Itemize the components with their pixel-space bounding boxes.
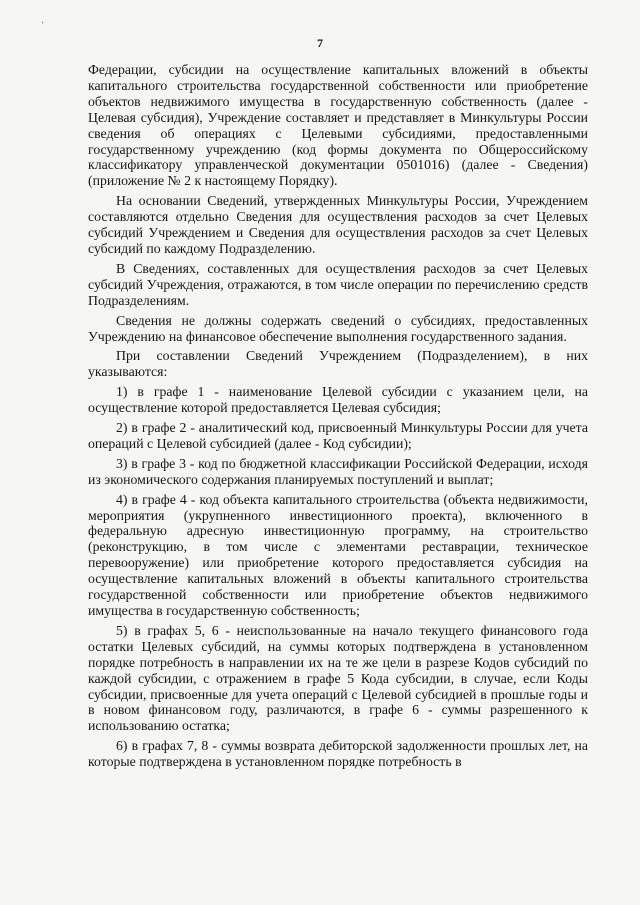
list-item: 5) в графах 5, 6 - неиспользованные на начало текущего финансового года остатки Целевых субсидий, на суммы которых подтверждена в установленном порядке потребность в направлении их на те же цели в разрезе Кодов субсидий по каждой субсидии, с отражением в графе 5 Кода субсидии, в случае, если Коды субсидии, присвоенные для учета операций с Целевой субсидией в прошлые годы и в новом финансовом году, различаются, в графе 6 - суммы разрешенного к использованию остатка; — [88, 622, 588, 734]
list-item: 4) в графе 4 - код объекта капитального строительства (объекта недвижимости, мероприятия (укрупненного инвестиционного проекта), включенного в федеральную адресную инвестиционную программу, на строительство (реконструкцию, в том числе с элементами реставрации, техническое перевооружение) или приобретение которого предоставляется субсидия на осуществление капитальных вложений в объекты капитального строительства государственной собственности или приобретение объектов недвижимого имущества в государственную собственность; — [88, 491, 588, 618]
list-item: 6) в графах 7, 8 - суммы возврата дебиторской задолженности прошлых лет, на которые подтверждена в установленном порядке потребность в — [88, 738, 588, 770]
document-body — [88, 62, 588, 774]
page-number: 7 — [317, 36, 323, 50]
paragraph: В Сведениях, составленных для осуществления расходов за счет Целевых субсидий Учреждения, отражаются, в том числе операции по перечислению средств Подразделениям. — [88, 260, 588, 308]
paragraph: На основании Сведений, утвержденных Минкультуры России, Учреждением составляются отдельно Сведения для осуществления расходов за счет Целевых субсидий Учреждением и Сведения для осуществления расходов за счет Целевых субсидий по каждому Подразделению. — [88, 193, 588, 256]
paragraph: При составлении Сведений Учреждением (Подразделением), в них указываются: — [88, 348, 588, 380]
paragraph: Сведения не должны содержать сведений о субсидиях, предоставленных Учреждению на финансовое обеспечение выполнения государственного задания. — [88, 312, 588, 344]
paragraph: Федерации, субсидии на осуществление капитальных вложений в объекты капитального строительства государственной собственности или приобретение объектов недвижимого имущества в государственную собственность (далее - Целевая субсидия), Учреждение составляет и представляет в Минкультуры России сведения об операциях с Целевыми субсидиями, предоставленными государственному учреждению (код формы документа по Общероссийскому классификатору управленческой документации 0501016) (далее - Сведения) (приложение № 2 к настоящему Порядку). — [88, 62, 588, 189]
list-item: 3) в графе 3 - код по бюджетной классификации Российской Федерации, исходя из экономического содержания планируемых поступлений и выплат; — [88, 455, 588, 487]
list-item: 1) в графе 1 - наименование Целевой субсидии с указанием цели, на осуществление которой предоставляется Целевая субсидия; — [88, 384, 588, 416]
corner-mark: ' — [42, 20, 44, 30]
list-item: 2) в графе 2 - аналитический код, присвоенный Минкультуры России для учета операций с Целевой субсидией (далее - Код субсидии); — [88, 420, 588, 451]
